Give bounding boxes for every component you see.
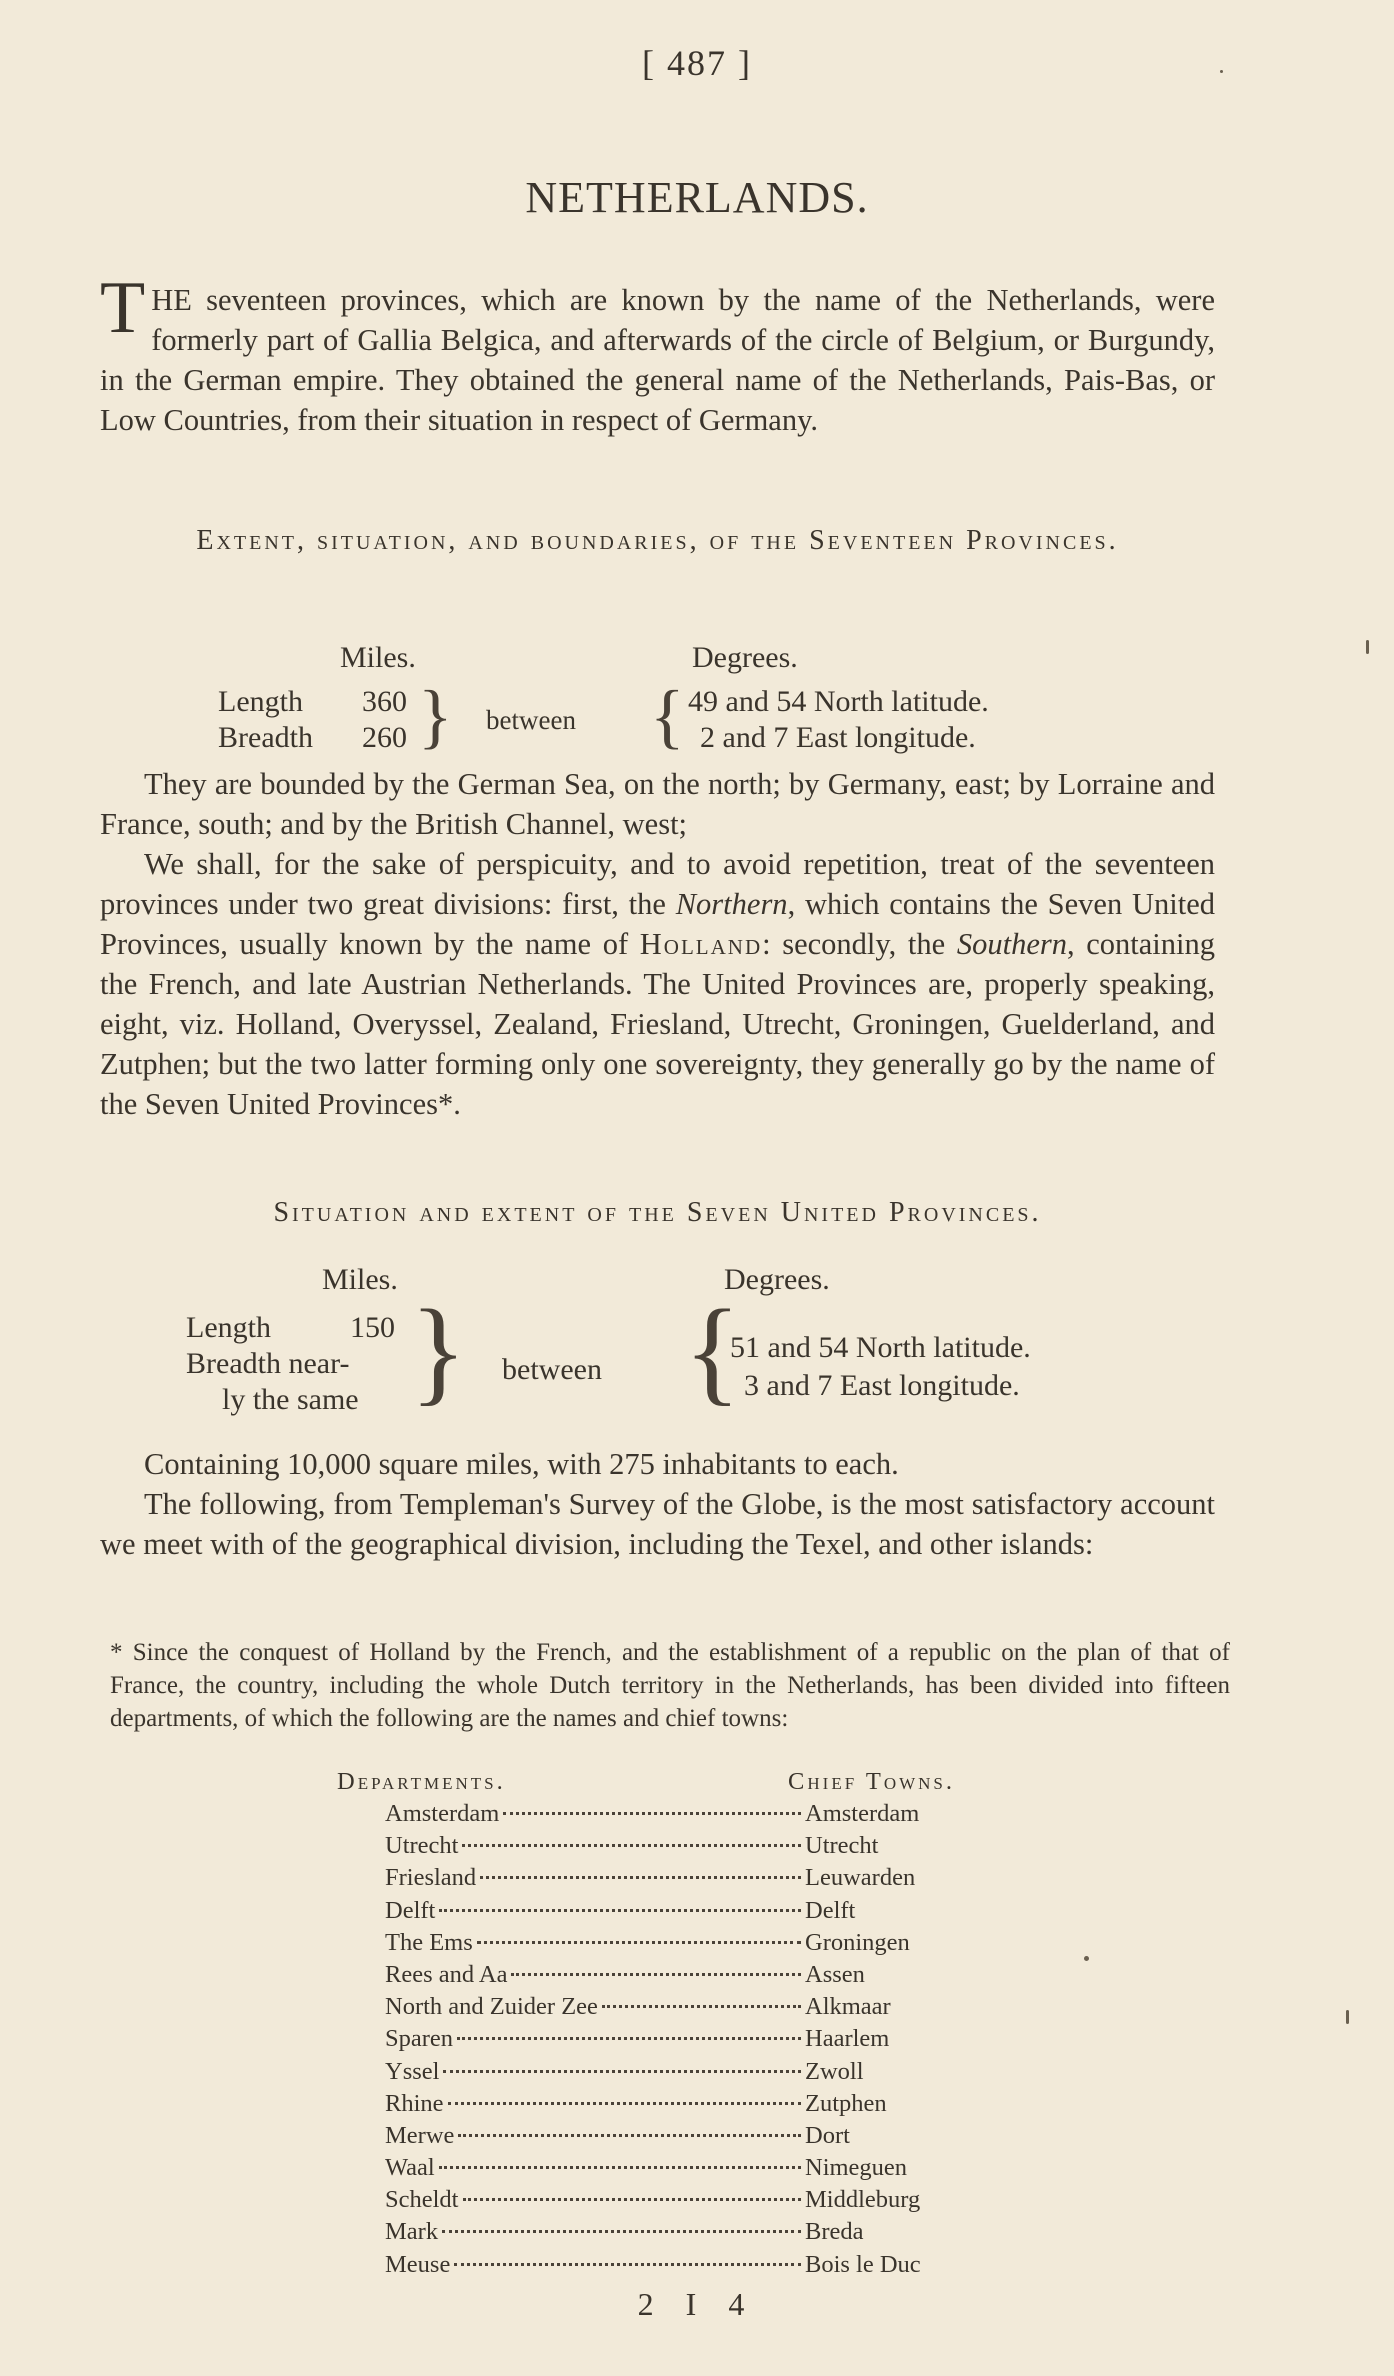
chief-town-name: Leuwarden <box>805 1864 916 1892</box>
intro-text: HE seventeen provinces, which are known by the name of the Netherlands, were formerly part of Gallia Belgica, and afterwards of the circle of Belgium, or Burgundy, in the German empire. They obtained the general name of the Netherlands, Pais-Bas, or Low Countries, from their situation in respect of Germany. <box>100 283 1215 437</box>
right-brace: } <box>418 676 453 756</box>
department-name: Meuse <box>385 2250 451 2278</box>
department-name: Merwe <box>385 2121 455 2149</box>
dot-leader <box>477 1941 801 1944</box>
between-label: between <box>486 705 576 735</box>
degrees-header-2: Degrees. <box>724 1263 830 1296</box>
miles-header-2: Miles. <box>322 1263 398 1296</box>
dot-leader <box>448 2102 801 2105</box>
length-value-2: 150 <box>350 1311 395 1344</box>
table-row <box>325 2090 965 2122</box>
paper-speck <box>1220 70 1223 73</box>
departments-header: Departments. <box>337 1768 506 1795</box>
chief-town-name: Middleburg <box>805 2186 921 2214</box>
dimensions-table-seventeen <box>0 640 1394 760</box>
divisions-text: We shall, for the sake of perspicuity, and to avoid repetition, treat of the seventeen provinces under two great divisions: first, the Northern, which contains the Seven United Provinces, usually known by the name of Holland: secondly, the Southern, containing the French, and late Austrian Netherlands. The United Provinces are, properly speaking, eight, viz. Holland, Overyssel, Zealand, Friesland, Utrecht, Groningen, Guelderland, and Zutphen; but the two latter forming only one sovereignty, they generally go by the name of the Seven United Provinces*. <box>100 847 1215 1121</box>
chief-town-name: Breda <box>805 2218 864 2246</box>
department-name: Waal <box>385 2154 435 2182</box>
chief-town-name: Zwoll <box>805 2057 864 2085</box>
longitude-range-2: 3 and 7 East longitude. <box>744 1369 1020 1402</box>
boundaries-paragraph <box>100 764 1215 1124</box>
length-label-2: Length <box>186 1311 271 1344</box>
departments-table-header <box>325 1768 965 1800</box>
chief-town-name: Groningen <box>805 1928 910 1956</box>
department-name: Mark <box>385 2218 439 2246</box>
department-name: Yssel <box>385 2057 440 2085</box>
dot-leader <box>443 2070 801 2073</box>
page-title: NETHERLANDS. <box>525 173 869 222</box>
paper-speck <box>1084 1956 1089 1961</box>
dot-leader <box>458 2134 801 2137</box>
section-heading-extent: Extent, situation, and boundaries, of the Seventeen Provinces. <box>196 525 1119 556</box>
area-text: Containing 10,000 square miles, with 275 inhabitants to each. <box>144 1447 899 1481</box>
dot-leader <box>442 2230 801 2233</box>
left-brace: { <box>650 676 685 756</box>
table-row <box>325 1993 965 2025</box>
table-row <box>325 1929 965 1961</box>
breadth-label-2: Breadth near- <box>186 1347 350 1380</box>
department-name: Scheldt <box>385 2186 459 2214</box>
boundaries-text: They are bounded by the German Sea, on the north; by Germany, east; by Lorraine and France, south; and by the British Channel, west; <box>100 767 1215 841</box>
miles-header: Miles. <box>340 641 416 674</box>
chief-towns-header: Chief Towns. <box>788 1768 955 1795</box>
left-brace-2: { <box>684 1285 741 1416</box>
intro-paragraph <box>100 267 1215 440</box>
table-row <box>325 2186 965 2218</box>
chief-town-name: Alkmaar <box>805 1993 891 2021</box>
longitude-range: 2 and 7 East longitude. <box>700 721 976 754</box>
length-label: Length <box>218 685 303 718</box>
table-row <box>325 1897 965 1929</box>
latitude-range: 49 and 54 North latitude. <box>688 685 989 718</box>
dot-leader <box>511 1973 801 1976</box>
departments-rows <box>325 1800 965 2283</box>
dot-leader <box>463 2198 802 2201</box>
chief-town-name: Delft <box>805 1896 856 1924</box>
dot-leader <box>503 1812 801 1815</box>
chief-town-name: Zutphen <box>805 2089 887 2117</box>
chief-town-name: Dort <box>805 2121 850 2149</box>
department-name: Amsterdam <box>385 1800 500 1827</box>
drop-cap: T <box>100 267 146 349</box>
breadth-label-2b: ly the same <box>222 1383 359 1416</box>
chief-town-name: Bois le Duc <box>805 2250 921 2278</box>
right-brace-2: } <box>410 1285 467 1416</box>
dot-leader <box>602 2005 801 2008</box>
dot-leader <box>462 1844 801 1847</box>
paper-speck <box>1366 640 1369 654</box>
dimensions-table-seven <box>0 1262 1394 1432</box>
table-row <box>325 1961 965 1993</box>
chief-town-name: Utrecht <box>805 1832 879 1860</box>
footnote: * Since the conquest of Holland by the French, and the establishment of a republic on the plan of that of France, the country, including the whole Dutch territory in the Netherlands, has been divided into fifteen departments, of which the following are the names and chief towns: <box>110 1639 1230 1732</box>
latitude-range-2: 51 and 54 North latitude. <box>730 1331 1031 1364</box>
dot-leader <box>439 2166 801 2169</box>
dot-leader <box>457 2037 801 2040</box>
paper-speck <box>1346 2010 1349 2024</box>
department-name: North and Zuider Zee <box>385 1993 598 2021</box>
province-summary-paragraph <box>100 1444 1215 1564</box>
chief-town-name: Amsterdam <box>805 1800 920 1827</box>
department-name: Utrecht <box>385 1832 459 1860</box>
chief-town-name: Haarlem <box>805 2025 890 2053</box>
chief-town-name: Assen <box>805 1960 865 1988</box>
survey-text: The following, from Templeman's Survey of the Globe, is the most satisfactory account we meet with of the geographical division, including the Texel, and other islands: <box>100 1487 1215 1561</box>
dot-leader <box>454 2263 801 2266</box>
department-name: Delft <box>385 1896 436 1924</box>
department-name: The Ems <box>385 1928 473 1956</box>
dot-leader <box>439 1909 801 1912</box>
department-name: Rees and Aa <box>385 1960 508 1988</box>
breadth-value: 260 <box>362 721 407 754</box>
table-row <box>325 2122 965 2154</box>
dot-leader <box>480 1876 801 1879</box>
breadth-label: Breadth <box>218 721 313 754</box>
between-label-2: between <box>502 1353 602 1386</box>
department-name: Friesland <box>385 1864 477 1892</box>
length-value: 360 <box>362 685 407 718</box>
table-row <box>325 2058 965 2090</box>
holland-term: Holland <box>639 927 763 961</box>
northern-term: Northern <box>675 887 788 921</box>
signature-mark: 2 I 4 <box>637 2286 757 2322</box>
table-row <box>325 2218 965 2250</box>
degrees-header: Degrees. <box>692 641 798 674</box>
section-heading-seven-provinces: Situation and extent of the Seven United Provinces. <box>273 1197 1042 1228</box>
table-row <box>325 1832 965 1864</box>
table-row <box>325 2025 965 2057</box>
page-number: [ 487 ] <box>642 43 752 83</box>
table-row <box>325 2154 965 2186</box>
department-name: Rhine <box>385 2089 444 2117</box>
table-row <box>325 1864 965 1896</box>
chief-town-name: Nimeguen <box>805 2154 908 2182</box>
southern-term: Southern <box>956 927 1067 961</box>
table-row <box>325 2251 965 2283</box>
departments-table <box>325 1768 965 2283</box>
table-row <box>325 1800 965 1832</box>
department-name: Sparen <box>385 2025 454 2053</box>
